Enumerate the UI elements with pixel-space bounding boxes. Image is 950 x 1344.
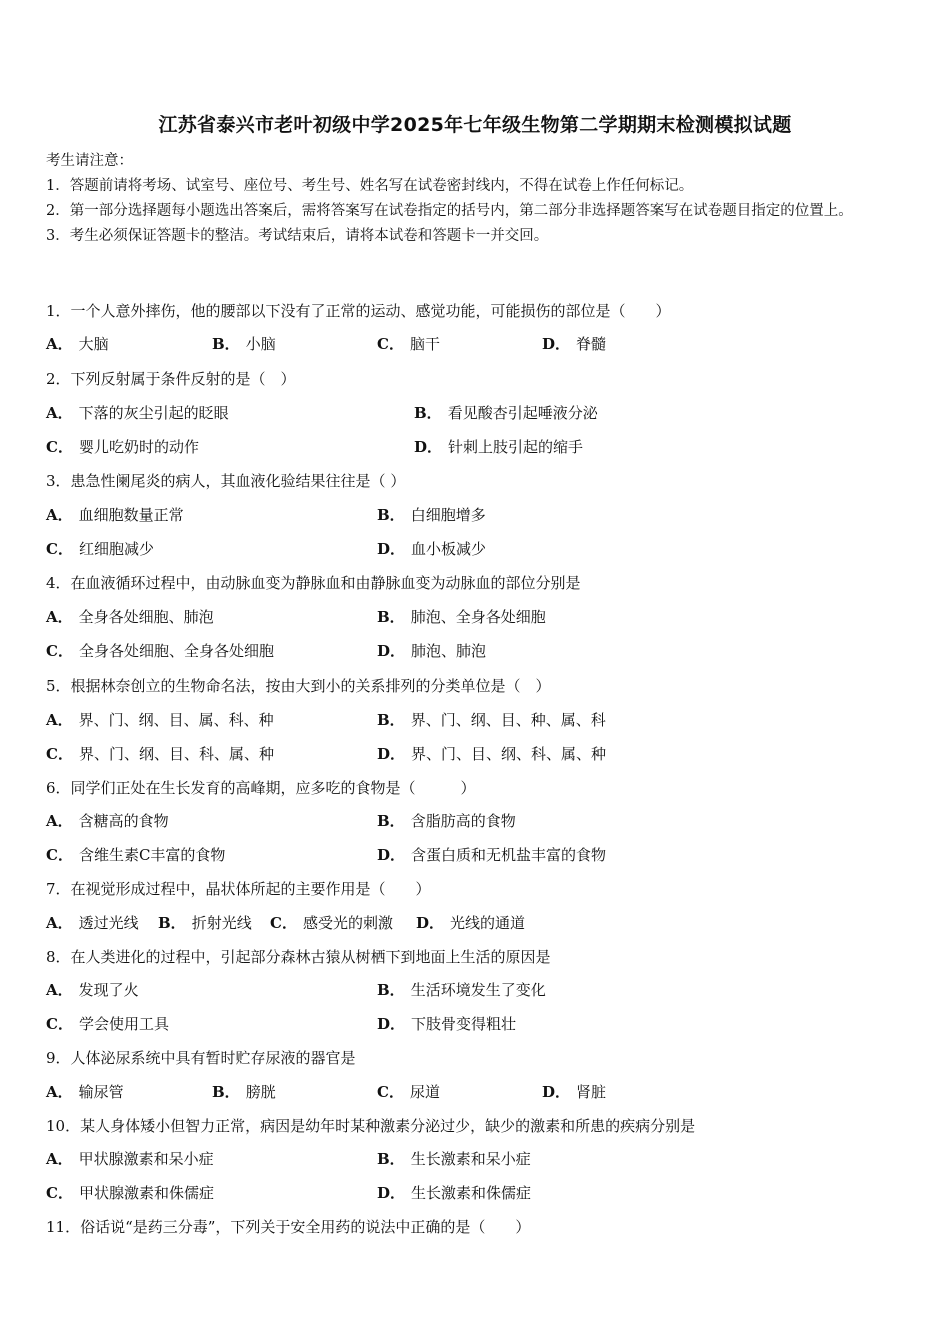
option-letter: A． [46, 335, 73, 353]
answer-option [377, 538, 486, 559]
option-text: 生活环境发生了变化 [410, 981, 546, 999]
option-letter: D． [377, 1184, 406, 1202]
answer-option [270, 912, 393, 933]
answer-option [377, 979, 546, 1000]
option-text: 膀胱 [245, 1083, 276, 1101]
question-stem: 3．患急性阑尾炎的病人，其血液化验结果往往是（ ） [46, 472, 406, 490]
option-text: 折射光线 [191, 914, 252, 932]
option-letter: D． [414, 438, 443, 456]
option-letter: D． [542, 1083, 571, 1101]
option-text: 发现了火 [78, 981, 139, 999]
option-letter: C． [46, 540, 73, 558]
question-stem: 9．人体泌尿系统中具有暂时贮存尿液的器官是 [46, 1049, 356, 1067]
option-text: 大脑 [78, 335, 109, 353]
option-letter: C． [377, 1083, 404, 1101]
option-text: 生长激素和侏儒症 [411, 1184, 532, 1202]
answer-option [46, 606, 214, 627]
answer-option [377, 640, 486, 661]
answer-option [46, 844, 225, 865]
option-letter: C． [46, 745, 73, 763]
question-stem: 8．在人类进化的过程中，引起部分森林古猿从树栖下到地面上生活的原因是 [46, 948, 551, 966]
option-letter: C． [377, 335, 404, 353]
option-text: 甲状腺激素和侏儒症 [78, 1184, 214, 1202]
option-text: 光线的通道 [450, 914, 526, 932]
option-letter: D． [377, 540, 406, 558]
answer-option [414, 436, 583, 457]
answer-option [46, 912, 139, 933]
notice-item-1: 1．答题前请将考场、试室号、座位号、考生号、姓名写在试卷密封线内，不得在试卷上作任何标记。 [46, 178, 694, 194]
question-stem: 6．同学们正处在生长发育的高峰期，应多吃的食物是（ ） [46, 779, 476, 797]
option-text: 血细胞数量正常 [78, 506, 184, 524]
option-text: 肺泡、肺泡 [411, 642, 487, 660]
answer-option [212, 333, 276, 354]
option-text: 脊髓 [576, 335, 607, 353]
option-text: 含糖高的食物 [78, 812, 169, 830]
answer-option [377, 844, 606, 865]
option-letter: A． [46, 506, 73, 524]
option-text: 含蛋白质和无机盐丰富的食物 [411, 846, 607, 864]
answer-option [46, 743, 274, 764]
option-letter: A． [46, 608, 73, 626]
option-letter: A． [46, 981, 73, 999]
answer-option [542, 1081, 606, 1102]
answer-option [377, 606, 546, 627]
answer-option [212, 1081, 276, 1102]
option-letter: C． [46, 1184, 73, 1202]
option-text: 针刺上肢引起的缩手 [448, 438, 584, 456]
answer-option [377, 1148, 531, 1169]
question-stem: 5．根据林奈创立的生物命名法，按由大到小的关系排列的分类单位是（ ） [46, 677, 551, 695]
answer-option [46, 504, 184, 525]
option-letter: B． [212, 335, 240, 353]
answer-option [377, 1081, 440, 1102]
option-letter: C． [46, 642, 73, 660]
option-letter: C． [46, 438, 73, 456]
option-text: 下肢骨变得粗壮 [411, 1015, 517, 1033]
option-letter: B． [377, 981, 405, 999]
answer-option [377, 743, 606, 764]
option-text: 全身各处细胞、全身各处细胞 [78, 642, 274, 660]
answer-option [46, 538, 154, 559]
notice-item-2: 2．第一部分选择题每小题选出答案后，需将答案写在试卷指定的括号内，第二部分非选择题答案写在试卷题目指定的位置上。 [46, 203, 853, 219]
option-text: 学会使用工具 [78, 1015, 169, 1033]
question-stem: 11．俗话说“是药三分毒”，下列关于安全用药的说法中正确的是（ ） [46, 1218, 531, 1236]
option-text: 脑干 [409, 335, 440, 353]
option-letter: B． [414, 404, 442, 422]
option-text: 含维生素C丰富的食物 [78, 846, 226, 864]
answer-option [46, 1081, 124, 1102]
option-text: 婴儿吃奶时的动作 [78, 438, 199, 456]
answer-option [46, 436, 199, 457]
answer-option [46, 1013, 169, 1034]
option-letter: C． [46, 846, 73, 864]
option-letter: A． [46, 1083, 73, 1101]
option-text: 界、门、纲、目、种、属、科 [410, 711, 606, 729]
answer-option [46, 810, 169, 831]
option-text: 白细胞增多 [410, 506, 486, 524]
answer-option [46, 640, 274, 661]
option-letter: B． [158, 914, 186, 932]
option-text: 输尿管 [78, 1083, 124, 1101]
answer-option [377, 504, 486, 525]
option-letter: D． [377, 846, 406, 864]
option-text: 界、门、目、纲、科、属、种 [411, 745, 607, 763]
option-letter: A． [46, 1150, 73, 1168]
option-letter: B． [377, 711, 405, 729]
answer-option [46, 333, 109, 354]
option-text: 尿道 [409, 1083, 440, 1101]
question-stem: 1．一个人意外摔伤，他的腰部以下没有了正常的运动、感觉功能，可能损伤的部位是（ ） [46, 302, 671, 320]
option-text: 红细胞减少 [78, 540, 154, 558]
question-stem: 7．在视觉形成过程中，晶状体所起的主要作用是（ ） [46, 880, 431, 898]
answer-option [377, 333, 440, 354]
option-text: 肾脏 [576, 1083, 607, 1101]
option-text: 含脂肪高的食物 [410, 812, 516, 830]
question-stem: 10．某人身体矮小但智力正常，病因是幼年时某种激素分泌过少，缺少的激素和所患的疾病分别是 [46, 1117, 696, 1135]
option-letter: D． [542, 335, 571, 353]
option-letter: B． [377, 1150, 405, 1168]
option-letter: A． [46, 914, 73, 932]
answer-option [46, 402, 229, 423]
option-text: 生长激素和呆小症 [410, 1150, 531, 1168]
page-title: 江苏省泰兴市老叶初级中学2025年七年级生物第二学期期末检测模拟试题 [158, 114, 792, 136]
answer-option [377, 1013, 516, 1034]
question-stem: 4．在血液循环过程中，由动脉血变为静脉血和由静脉血变为动脉血的部位分别是 [46, 574, 581, 592]
option-letter: B． [377, 608, 405, 626]
answer-option [542, 333, 606, 354]
notice-item-3: 3．考生必须保证答题卡的整洁。考试结束后，请将本试卷和答题卡一并交回。 [46, 228, 549, 244]
option-text: 血小板减少 [411, 540, 487, 558]
option-letter: C． [270, 914, 297, 932]
option-text: 肺泡、全身各处细胞 [410, 608, 546, 626]
notice-block [46, 149, 896, 249]
option-letter: D． [416, 914, 445, 932]
option-text: 看见酸杏引起唾液分泌 [447, 404, 598, 422]
option-letter: C． [46, 1015, 73, 1033]
answer-option [46, 979, 139, 1000]
option-text: 全身各处细胞、肺泡 [78, 608, 214, 626]
answer-option [158, 912, 252, 933]
option-letter: D． [377, 1015, 406, 1033]
option-text: 甲状腺激素和呆小症 [78, 1150, 214, 1168]
option-letter: A． [46, 711, 73, 729]
answer-option [377, 810, 516, 831]
option-letter: B． [377, 506, 405, 524]
answer-option [46, 1182, 214, 1203]
answer-option [416, 912, 525, 933]
option-text: 下落的灰尘引起的眨眼 [78, 404, 229, 422]
answer-option [414, 402, 598, 423]
option-text: 小脑 [245, 335, 276, 353]
answer-option [46, 1148, 214, 1169]
option-text: 感受光的刺激 [302, 914, 393, 932]
option-text: 透过光线 [78, 914, 139, 932]
option-text: 界、门、纲、目、科、属、种 [78, 745, 274, 763]
question-stem: 2．下列反射属于条件反射的是（ ） [46, 370, 296, 388]
answer-option [46, 709, 274, 730]
answer-option [377, 709, 606, 730]
option-letter: A． [46, 404, 73, 422]
option-text: 界、门、纲、目、属、科、种 [78, 711, 274, 729]
option-letter: B． [377, 812, 405, 830]
notice-heading: 考生请注意： [46, 153, 133, 169]
option-letter: D． [377, 642, 406, 660]
option-letter: D． [377, 745, 406, 763]
answer-option [377, 1182, 531, 1203]
option-letter: A． [46, 812, 73, 830]
option-letter: B． [212, 1083, 240, 1101]
